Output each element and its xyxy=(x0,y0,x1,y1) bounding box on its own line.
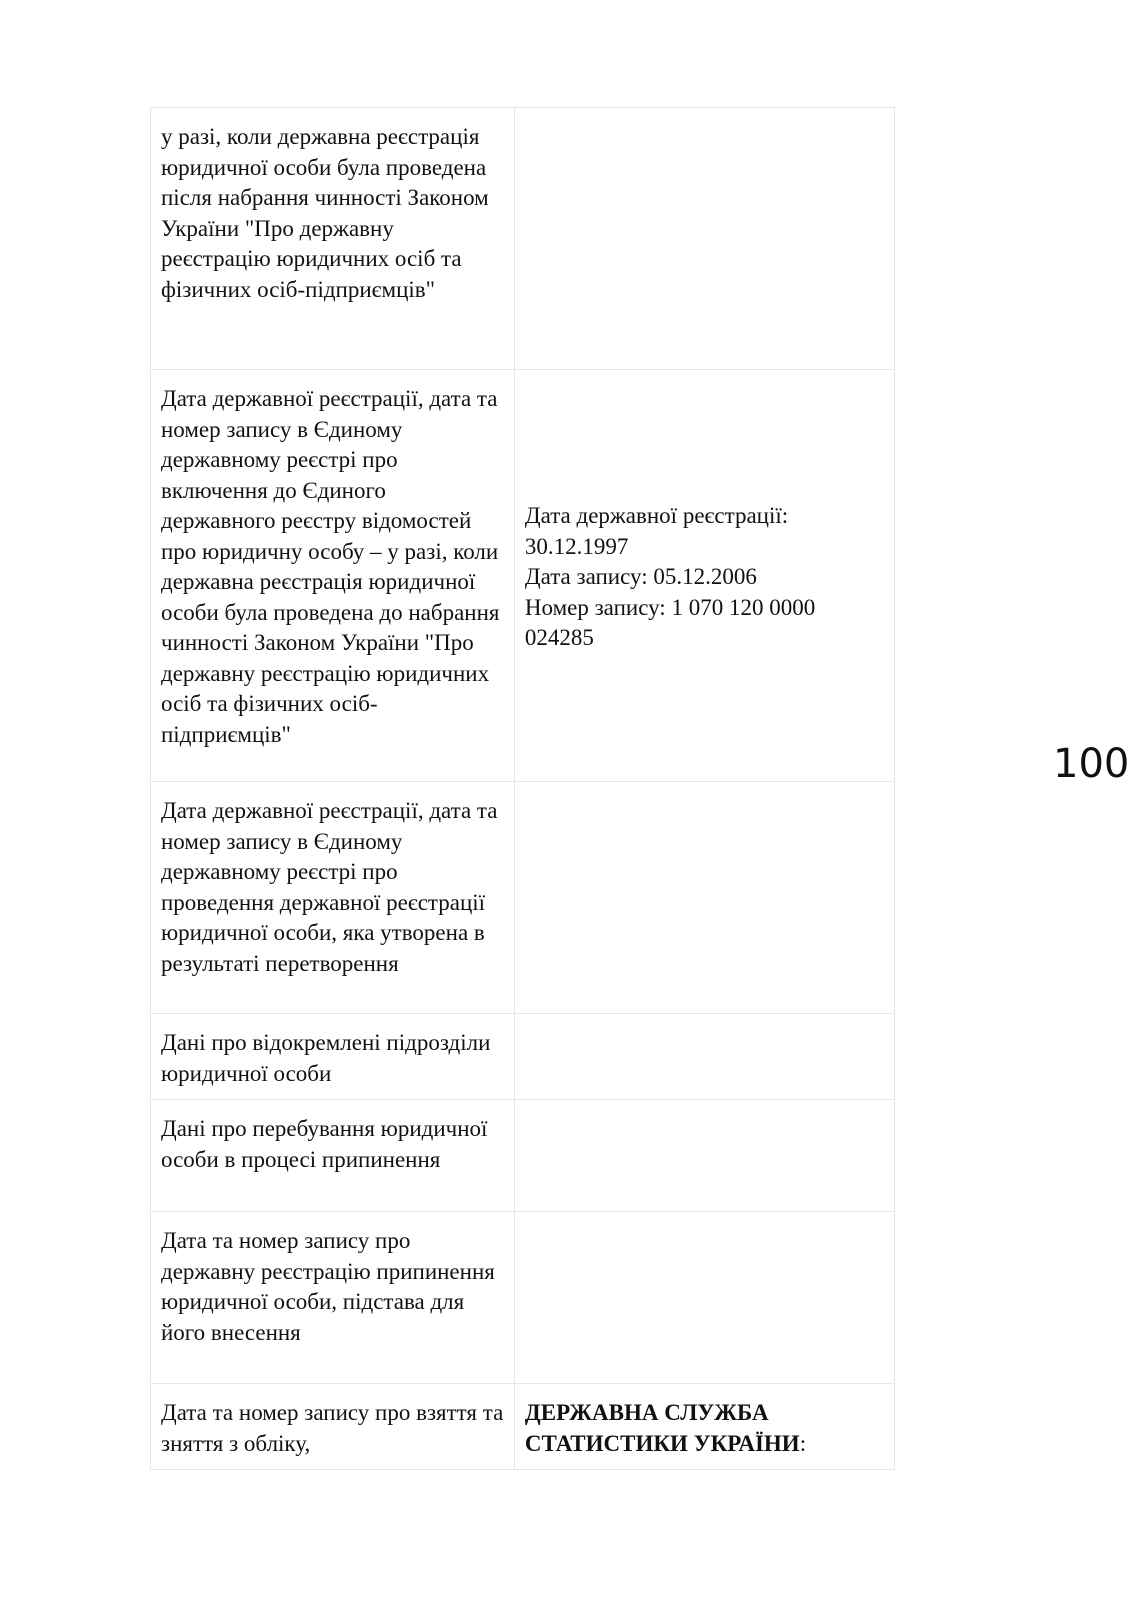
registration-details xyxy=(514,370,894,782)
row-label: у разі, коли державна реєстрація юридичної особи була проведена після набрання чинності Законом України "Про державну реєстрацію юридичних осіб та фізичних осіб-підприємців" xyxy=(151,108,515,370)
row-value xyxy=(514,1014,894,1100)
row-label: Дата та номер запису про державну реєстрацію припинення юридичної особи, підстава для його внесення xyxy=(151,1212,515,1384)
row-label: Дані про відокремлені підрозділи юридичної особи xyxy=(151,1014,515,1100)
registration-date: Дата державної реєстрації: 30.12.1997 xyxy=(524,503,789,559)
row-label: Дата державної реєстрації, дата та номер запису в Єдиному державному реєстрі про проведення державної реєстрації юридичної особи, яка утворена в результаті перетворення xyxy=(151,782,515,1014)
table-row xyxy=(151,1100,895,1212)
table-row xyxy=(151,370,895,782)
record-date: Дата запису: 05.12.2006 xyxy=(524,564,757,590)
row-value xyxy=(514,782,894,1014)
page-number: 100 xyxy=(1053,741,1130,787)
record-number: Номер запису: 1 070 120 0000 024285 xyxy=(524,594,816,651)
table-row xyxy=(151,782,895,1014)
table-row xyxy=(151,108,895,370)
row-label: Дата державної реєстрації, дата та номер запису в Єдиному державному реєстрі про включення до Єдиного державного реєстру відомостей про юридичну особу – у разі, коли державна реєстрація юридичної особи була проведена до набрання чинності Законом України "Про державну реєстрацію юридичних осіб та фізичних осіб-підприємців" xyxy=(151,370,515,782)
agency-cell xyxy=(514,1384,894,1470)
table-row xyxy=(151,1212,895,1384)
agency-name: ДЕРЖАВНА СЛУЖБА СТАТИСТИКИ УКРАЇНИ xyxy=(524,1400,800,1456)
row-label: Дані про перебування юридичної особи в процесі припинення xyxy=(151,1100,515,1212)
row-value xyxy=(514,1212,894,1384)
table-row xyxy=(151,1384,895,1470)
registry-table xyxy=(150,107,895,1470)
row-value xyxy=(514,1100,894,1212)
row-label: Дата та номер запису про взяття та зняття з обліку, xyxy=(151,1384,515,1470)
row-value xyxy=(514,108,894,370)
agency-colon: : xyxy=(799,1430,807,1456)
table-row xyxy=(151,1014,895,1100)
